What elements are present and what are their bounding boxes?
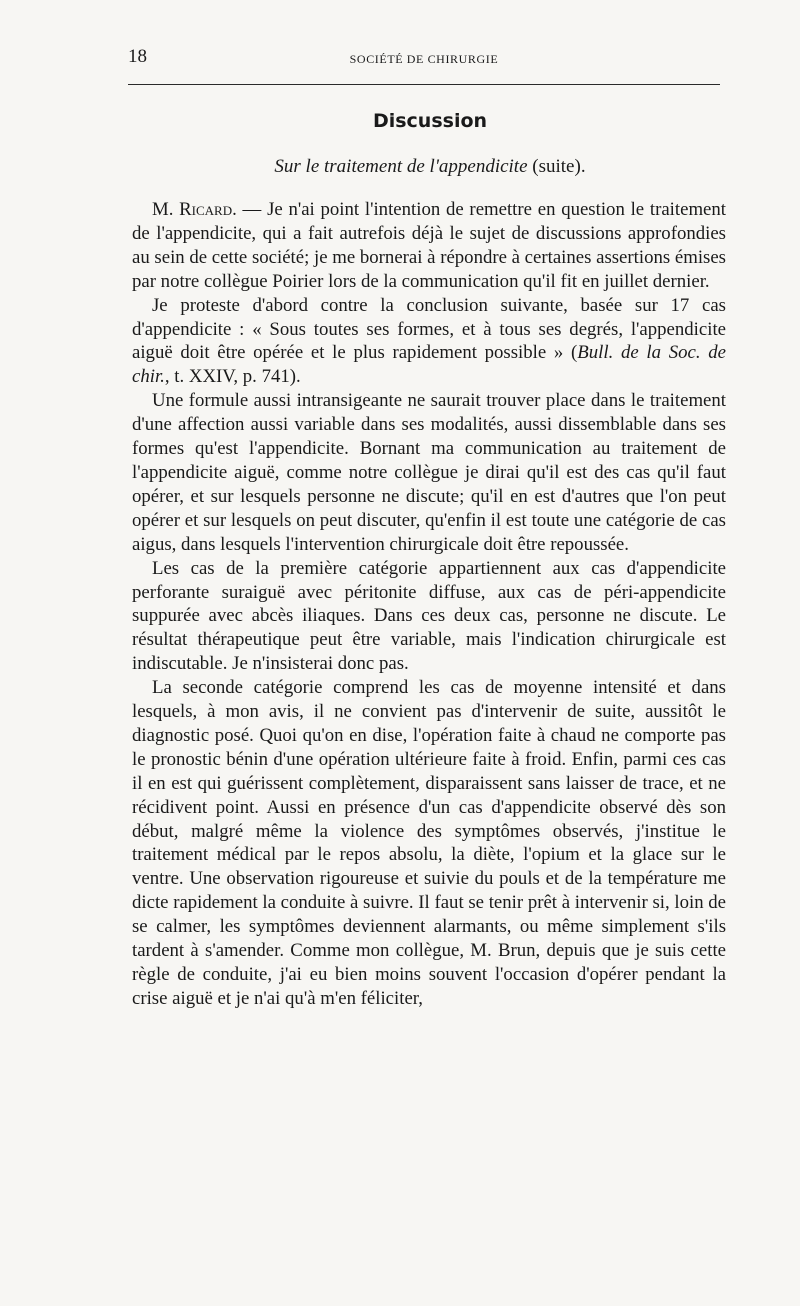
page-header [128, 44, 720, 70]
subtitle-suffix: (suite). [527, 156, 586, 177]
paragraph-5: La seconde catégorie comprend les cas de moyenne intensité et dans lesquels, à mon avis, il ne convient pas d'intervenir de suite, aussitôt le diagnostic posé. Quoi qu'on en dise, l'opération faite à chaud ne comporte pas le pronostic bénin d'une opération ultérieure faite à froid. Enfin, parmi ces cas il en est qui guérissent complètement, disparaissent sans laisser de trace, et ne récidivent point. Aussi en présence d'un cas d'appendicite observé dès son début, malgré même la violence des symptômes observés, j'institue le traitement médical par le repos absolu, la diète, l'opium et la glace sur le ventre. Une observation rigoureuse et suivie du pouls et de la température me dicte rapidement la conduite à suivre. Il faut se tenir prêt à intervenir si, loin de se calmer, les symptômes deviennent alarmants, ou même simplement s'ils tardent à s'amender. Comme mon collègue, M. Brun, depuis que je suis cette règle de conduite, j'ai eu bien moins souvent l'occasion d'opérer pendant la crise aiguë et je n'ai qu'à m'en féliciter, [132, 677, 727, 1009]
paragraph-2-after: , t. XXIV, p. 741). [164, 366, 301, 388]
citation: Bull. de la Soc. de chir. [132, 342, 726, 388]
paragraph-2 [132, 294, 726, 390]
page-number: 18 [128, 46, 147, 67]
speaker-name: M. Ricard. [152, 199, 237, 220]
header-rule [128, 84, 720, 85]
paragraph-2-before: Je proteste d'abord contre la conclusion suivante, basée sur 17 cas d'appendicite : « Sous toutes ses formes, et à tous ses degrés, l'appendicite aiguë doit être opérée et le plus rapidement possible » ( [132, 294, 726, 364]
running-title: SOCIÉTÉ DE CHIRURGIE [349, 52, 499, 66]
subtitle-italic: Sur le traitement de l'appendicite [274, 156, 528, 177]
section-subtitle [128, 156, 732, 178]
section-title: Discussion [372, 110, 488, 132]
paragraph-1 [132, 198, 726, 294]
body-text [132, 198, 726, 1011]
paragraph-3: Une formule aussi intransigeante ne saurait trouver place dans le traitement d'une affection aussi variable dans ses modalités, aussi dissemblable dans ses formes qu'est l'appendicite. Bornant ma communication au traitement de l'appendicite aiguë, comme notre collègue je dirai qu'il est des cas qu'il faut opérer, et sur lesquels personne ne discute; qu'il en est d'autres que l'on peut opérer et sur lesquels on peut discuter, qu'enfin il est toute une catégorie de cas aigus, dans lesquels l'intervention chirurgicale doit être repoussée. [132, 390, 726, 555]
paragraph-4: Les cas de la première catégorie appartiennent aux cas d'appendicite perforante suraiguë avec péritonite diffuse, aux cas de péri-appendicite suppurée avec abcès iliaques. Dans ces deux cas, personne ne discute. Le résultat thérapeutique peut être variable, mais l'indication chirurgicale est indiscutable. Je n'insisterai donc pas. [132, 557, 726, 675]
paragraph-1-text: — Je n'ai point l'intention de remettre en question le traitement de l'appendicite, qui a fait autrefois déjà le sujet de discussions approfondies au sein de cette société; je me bornerai à répondre à certaines assertions émises par notre collègue Poirier lors de la communication qu'il fit en juillet dernier. [132, 199, 727, 292]
